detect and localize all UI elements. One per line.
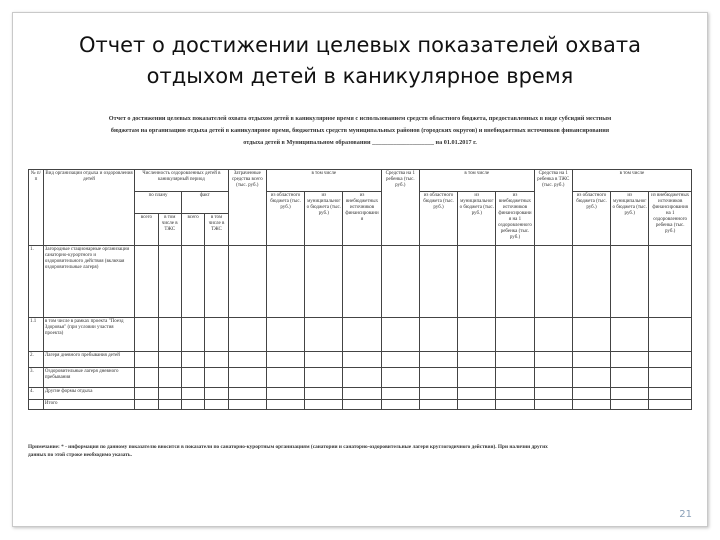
col-planned: Численность оздоровленных детей в каникулярный период	[135, 170, 228, 192]
row-org: Оздоровительные лагеря дневного пребывания	[43, 368, 134, 388]
row-org: Другие формы отдыха	[43, 388, 134, 400]
row-num: 4.	[29, 388, 44, 400]
row-num	[29, 400, 44, 410]
slide-title-line2: отдыхом детей в каникулярное время	[146, 64, 574, 88]
col-spent1: Затраченные средства всего (тыс. руб.)	[228, 170, 266, 246]
col-sub-municipal1: из муниципального бюджета (тыс. руб.)	[305, 192, 343, 246]
row-num: 2.	[29, 352, 44, 368]
col-incl-tzhs1: в том числе в ТЖС	[158, 214, 181, 246]
col-sub-extra1: из внебюджетных источников финансирования	[343, 192, 381, 246]
report-header-line3: отдыха детей в Муниципальном образовании ____________________ на 01.01.2017 г.	[243, 139, 477, 146]
row-num: 1.1	[29, 318, 44, 352]
col-incl1: в том числе	[266, 170, 381, 192]
table-row	[29, 318, 692, 352]
col-sub-extra2: из внебюджетных источников финансирования на 1 оздоровленного ребенка (тыс. руб.)	[496, 192, 534, 246]
report-table	[28, 169, 692, 410]
row-num: 3.	[29, 368, 44, 388]
report-note	[28, 443, 692, 459]
row-org: в том числе в рамках проекта "Поезд Здоровья" (при условии участия проекта)	[43, 318, 134, 352]
report-header-line2: бюджетам на организацию отдыха детей в каникулярное время, бюджетных средств муниципальных районов (городских округов) и внебюджетных источников финансирования	[110, 127, 610, 134]
col-incl3: в том числе	[572, 170, 691, 192]
row-org: Лагеря дневного пребывания детей	[43, 352, 134, 368]
table-row-total	[29, 400, 692, 410]
row-org: Итого	[43, 400, 134, 410]
report-note-line2: данных по этой строке необходимо указать.	[28, 452, 132, 458]
col-sub-regional3: из областного бюджета (тыс. руб.)	[572, 192, 610, 246]
report-header	[28, 113, 692, 149]
col-fact: факт	[181, 192, 228, 214]
page-number: 21	[679, 509, 692, 520]
col-incl2: в том числе	[419, 170, 534, 192]
row-org: Загородные стационарные организации санаторно-курортного и оздоровительного действия (включая оздоровительные лагеря)	[43, 246, 134, 318]
table-row	[29, 388, 692, 400]
table-row	[29, 352, 692, 368]
table-row	[29, 246, 692, 318]
col-sub-municipal3: из муниципального бюджета (тыс. руб.)	[611, 192, 649, 246]
col-sub-extra3: из внебюджетных источников финансирования на 1 оздоровленного ребенка (тыс. руб.)	[649, 192, 692, 246]
col-total1: всего	[135, 214, 158, 246]
col-num: № п/п	[29, 170, 44, 246]
report-document	[28, 113, 692, 468]
col-incl-tzhs2: в том числе в ТЖС	[205, 214, 228, 246]
col-sub-regional2: из областного бюджета (тыс. руб.)	[419, 192, 457, 246]
col-sub-regional1: из областного бюджета (тыс. руб.)	[266, 192, 304, 246]
report-header-line1: Отчет о достижении целевых показателей охвата отдыхом детей в каникулярное время с использованием средств областного бюджета, предоставленных в виде субсидий местным	[108, 115, 612, 122]
col-spent3: Средства на 1 ребенка в ТЖС (тыс. руб.)	[534, 170, 572, 246]
col-total2: всего	[181, 214, 204, 246]
slide-title-line1: Отчет о достижении целевых показателей охвата	[78, 33, 642, 57]
col-by-plan: по плану	[135, 192, 182, 214]
header-row-1	[29, 170, 692, 192]
report-note-line1: Примечание: * - информация по данному показателю вносится в показатели по санаторно-курортным организациям (санатории и санаторно-оздоровительные лагеря круглогодичного действия). При наличии других	[28, 444, 548, 450]
table-row	[29, 368, 692, 388]
col-funds2: Средства на 1 ребенка (тыс. руб.)	[381, 170, 419, 246]
col-org: Вид организации отдыха и оздоровления детей	[43, 170, 134, 246]
col-sub-municipal2: из муниципального бюджета (тыс. руб.)	[458, 192, 496, 246]
slide-title	[20, 30, 700, 92]
row-num: 1.	[29, 246, 44, 318]
